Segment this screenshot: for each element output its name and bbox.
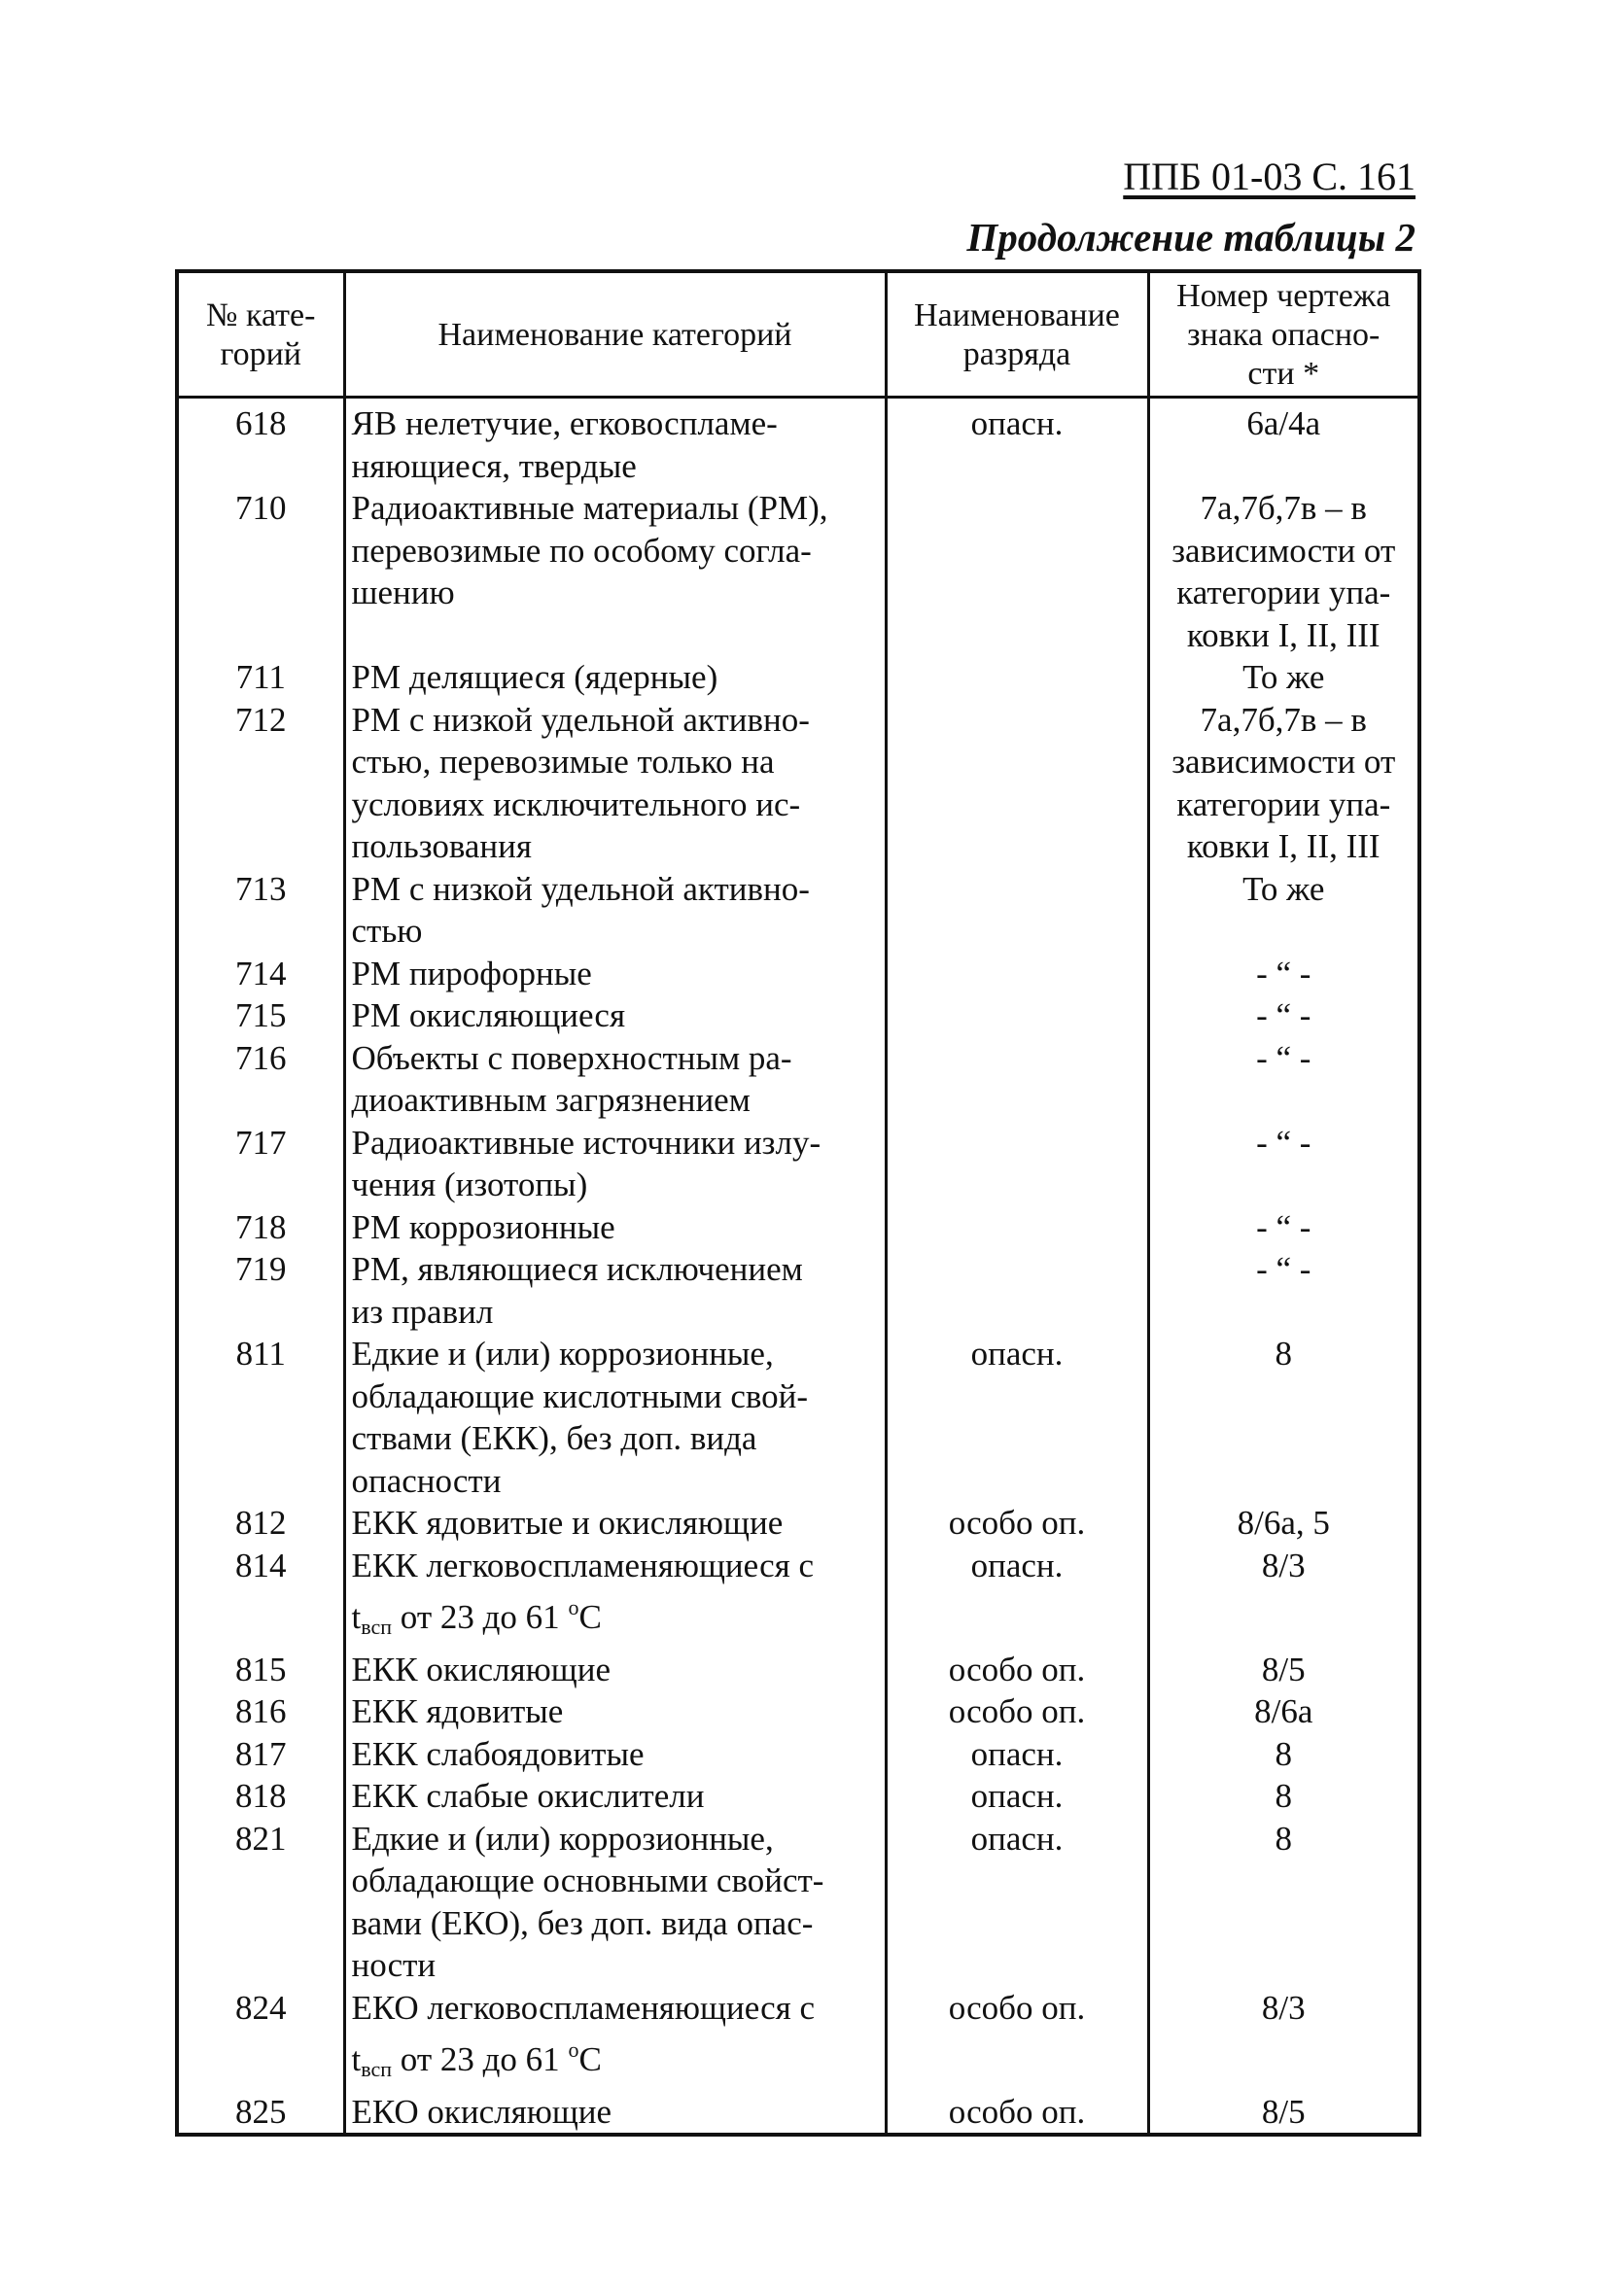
sign-drawing-number: 8/6а, 5 bbox=[1148, 1502, 1419, 1545]
sign-drawing-number: 8 bbox=[1148, 1333, 1419, 1502]
category-number: 717 bbox=[235, 1123, 287, 1162]
table-row bbox=[177, 1122, 1419, 1206]
rank-name: опасн. bbox=[886, 1775, 1148, 1818]
column-header-category-name: Наименование категорий bbox=[344, 271, 886, 398]
subscript: всп bbox=[361, 1615, 393, 1639]
category-name: ЕКК слабые окислители bbox=[344, 1775, 886, 1818]
table-row bbox=[177, 994, 1419, 1037]
category-name: Едкие и (или) коррозионные, обладающие основными свойст- вами (ЕКО), без доп. вида опас- ности bbox=[344, 1818, 886, 1987]
table-row bbox=[177, 1206, 1419, 1249]
sign-drawing-number: - “ - bbox=[1148, 1122, 1419, 1206]
category-number: 714 bbox=[235, 954, 287, 992]
sign-drawing-number: 7а,7б,7в – в зависимости от категории упа- ковки I, II, III bbox=[1148, 487, 1419, 656]
rank-name bbox=[886, 487, 1148, 656]
rank-name: особо оп. bbox=[886, 2091, 1148, 2136]
category-name: ЕКО окисляющие bbox=[344, 2091, 886, 2136]
table-row bbox=[177, 1987, 1419, 2091]
category-number: 812 bbox=[235, 1504, 287, 1542]
rank-name bbox=[886, 994, 1148, 1037]
rank-name: опасн. bbox=[886, 1333, 1148, 1502]
table-row bbox=[177, 868, 1419, 953]
category-name: Радиоактивные источники излу- чения (изотопы) bbox=[344, 1122, 886, 1206]
category-name: РМ, являющиеся исключением из правил bbox=[344, 1248, 886, 1333]
rank-name: опасн. bbox=[886, 398, 1148, 488]
category-name: Радиоактивные материалы (РМ), перевозимые по особому согла- шению bbox=[344, 487, 886, 656]
table-row bbox=[177, 487, 1419, 656]
table-row bbox=[177, 1649, 1419, 1691]
category-number: 618 bbox=[235, 404, 287, 442]
category-name: РМ окисляющиеся bbox=[344, 994, 886, 1037]
page-header bbox=[966, 151, 1416, 263]
rank-name bbox=[886, 699, 1148, 868]
category-name: ЕКО легковоспламеняющиеся с $t_{всп}$ от 23 до 61 $^о$С bbox=[344, 1987, 886, 2091]
category-name: ЕКК окисляющие bbox=[344, 1649, 886, 1691]
sign-drawing-number: - “ - bbox=[1148, 1037, 1419, 1122]
rank-name bbox=[886, 656, 1148, 699]
table-row bbox=[177, 398, 1419, 488]
rank-name bbox=[886, 868, 1148, 953]
category-number: 814 bbox=[235, 1546, 287, 1584]
rank-name: особо оп. bbox=[886, 1649, 1148, 1691]
sign-drawing-number: 8 bbox=[1148, 1775, 1419, 1818]
category-number: 716 bbox=[235, 1038, 287, 1077]
category-number: 821 bbox=[235, 1819, 287, 1858]
table-row bbox=[177, 1733, 1419, 1776]
category-number: 824 bbox=[235, 1988, 287, 2027]
category-name: Объекты с поверхностным ра- диоактивным загрязнением bbox=[344, 1037, 886, 1122]
sign-drawing-number: 8/6а bbox=[1148, 1690, 1419, 1733]
table-row bbox=[177, 1818, 1419, 1987]
degree-superscript: о bbox=[568, 1595, 579, 1619]
category-name: РМ с низкой удельной активно- стью, перевозимые только на условиях исключительного ис- пользования bbox=[344, 699, 886, 868]
sign-drawing-number: - “ - bbox=[1148, 994, 1419, 1037]
category-number: 818 bbox=[235, 1777, 287, 1815]
sign-drawing-number: То же bbox=[1148, 868, 1419, 953]
rank-name bbox=[886, 1206, 1148, 1249]
category-number: 811 bbox=[235, 1335, 286, 1373]
category-name: РМ с низкой удельной активно- стью bbox=[344, 868, 886, 953]
table-row bbox=[177, 953, 1419, 995]
column-header-number: № кате- горий bbox=[177, 271, 344, 398]
table-row bbox=[177, 2091, 1419, 2136]
sign-drawing-number: - “ - bbox=[1148, 1206, 1419, 1249]
subscript: всп bbox=[361, 2057, 393, 2081]
table-row bbox=[177, 656, 1419, 699]
category-number: 710 bbox=[235, 489, 287, 527]
category-name: ЕКК ядовитые bbox=[344, 1690, 886, 1733]
column-header-rank-name: Наименование разряда bbox=[886, 271, 1148, 398]
table-continuation-title: Продолжение таблицы 2 bbox=[966, 215, 1416, 260]
table-row bbox=[177, 1502, 1419, 1545]
sign-drawing-number: 7а,7б,7в – в зависимости от категории упа- ковки I, II, III bbox=[1148, 699, 1419, 868]
category-name: ЕКК легковоспламеняющиеся с $t_{всп}$ от 23 до 61 $^о$С bbox=[344, 1545, 886, 1649]
sign-drawing-number: 8/5 bbox=[1148, 2091, 1419, 2136]
category-number: 715 bbox=[235, 996, 287, 1034]
column-header-sign-drawing: Номер чертежа знака опасно- сти * bbox=[1148, 271, 1419, 398]
table-body bbox=[177, 398, 1419, 2136]
category-number: 711 bbox=[235, 658, 286, 696]
sign-drawing-number: 8/5 bbox=[1148, 1649, 1419, 1691]
sign-drawing-number: 8 bbox=[1148, 1733, 1419, 1776]
rank-name: особо оп. bbox=[886, 1987, 1148, 2091]
page-reference: ППБ 01-03 С. 161 bbox=[1123, 155, 1416, 198]
sign-drawing-number: То же bbox=[1148, 656, 1419, 699]
rank-name bbox=[886, 953, 1148, 995]
table-row bbox=[177, 1690, 1419, 1733]
table-row bbox=[177, 1545, 1419, 1649]
table-row bbox=[177, 1333, 1419, 1502]
table-row bbox=[177, 1248, 1419, 1333]
table-row bbox=[177, 699, 1419, 868]
sign-drawing-number: 8/3 bbox=[1148, 1545, 1419, 1649]
category-name: РМ коррозионные bbox=[344, 1206, 886, 1249]
categories-table bbox=[175, 269, 1421, 2137]
category-number: 712 bbox=[235, 700, 287, 739]
rank-name bbox=[886, 1037, 1148, 1122]
category-name: РМ делящиеся (ядерные) bbox=[344, 656, 886, 699]
category-number: 718 bbox=[235, 1207, 287, 1246]
rank-name: особо оп. bbox=[886, 1690, 1148, 1733]
category-number: 816 bbox=[235, 1692, 287, 1730]
rank-name: опасн. bbox=[886, 1733, 1148, 1776]
sign-drawing-number: - “ - bbox=[1148, 1248, 1419, 1333]
sign-drawing-number: - “ - bbox=[1148, 953, 1419, 995]
rank-name bbox=[886, 1122, 1148, 1206]
rank-name: опасн. bbox=[886, 1545, 1148, 1649]
table-row bbox=[177, 1775, 1419, 1818]
rank-name: особо оп. bbox=[886, 1502, 1148, 1545]
degree-superscript: о bbox=[568, 2037, 579, 2062]
category-number: 713 bbox=[235, 869, 287, 908]
category-name: Едкие и (или) коррозионные, обладающие кислотными свой- ствами (ЕКК), без доп. вида опасности bbox=[344, 1333, 886, 1502]
category-name: ЕКК слабоядовитые bbox=[344, 1733, 886, 1776]
sign-drawing-number: 8 bbox=[1148, 1818, 1419, 1987]
category-number: 815 bbox=[235, 1650, 287, 1688]
category-number: 817 bbox=[235, 1734, 287, 1773]
category-name: ЯВ нелетучие, егковоспламе- няющиеся, твердые bbox=[344, 398, 886, 488]
rank-name bbox=[886, 1248, 1148, 1333]
sign-drawing-number: 8/3 bbox=[1148, 1987, 1419, 2091]
category-name: РМ пирофорные bbox=[344, 953, 886, 995]
rank-name: опасн. bbox=[886, 1818, 1148, 1987]
category-number: 719 bbox=[235, 1250, 287, 1288]
table-row bbox=[177, 1037, 1419, 1122]
sign-drawing-number: 6а/4а bbox=[1148, 398, 1419, 488]
category-number: 825 bbox=[235, 2092, 287, 2131]
table-header-row bbox=[177, 271, 1419, 398]
category-name: ЕКК ядовитые и окисляющие bbox=[344, 1502, 886, 1545]
